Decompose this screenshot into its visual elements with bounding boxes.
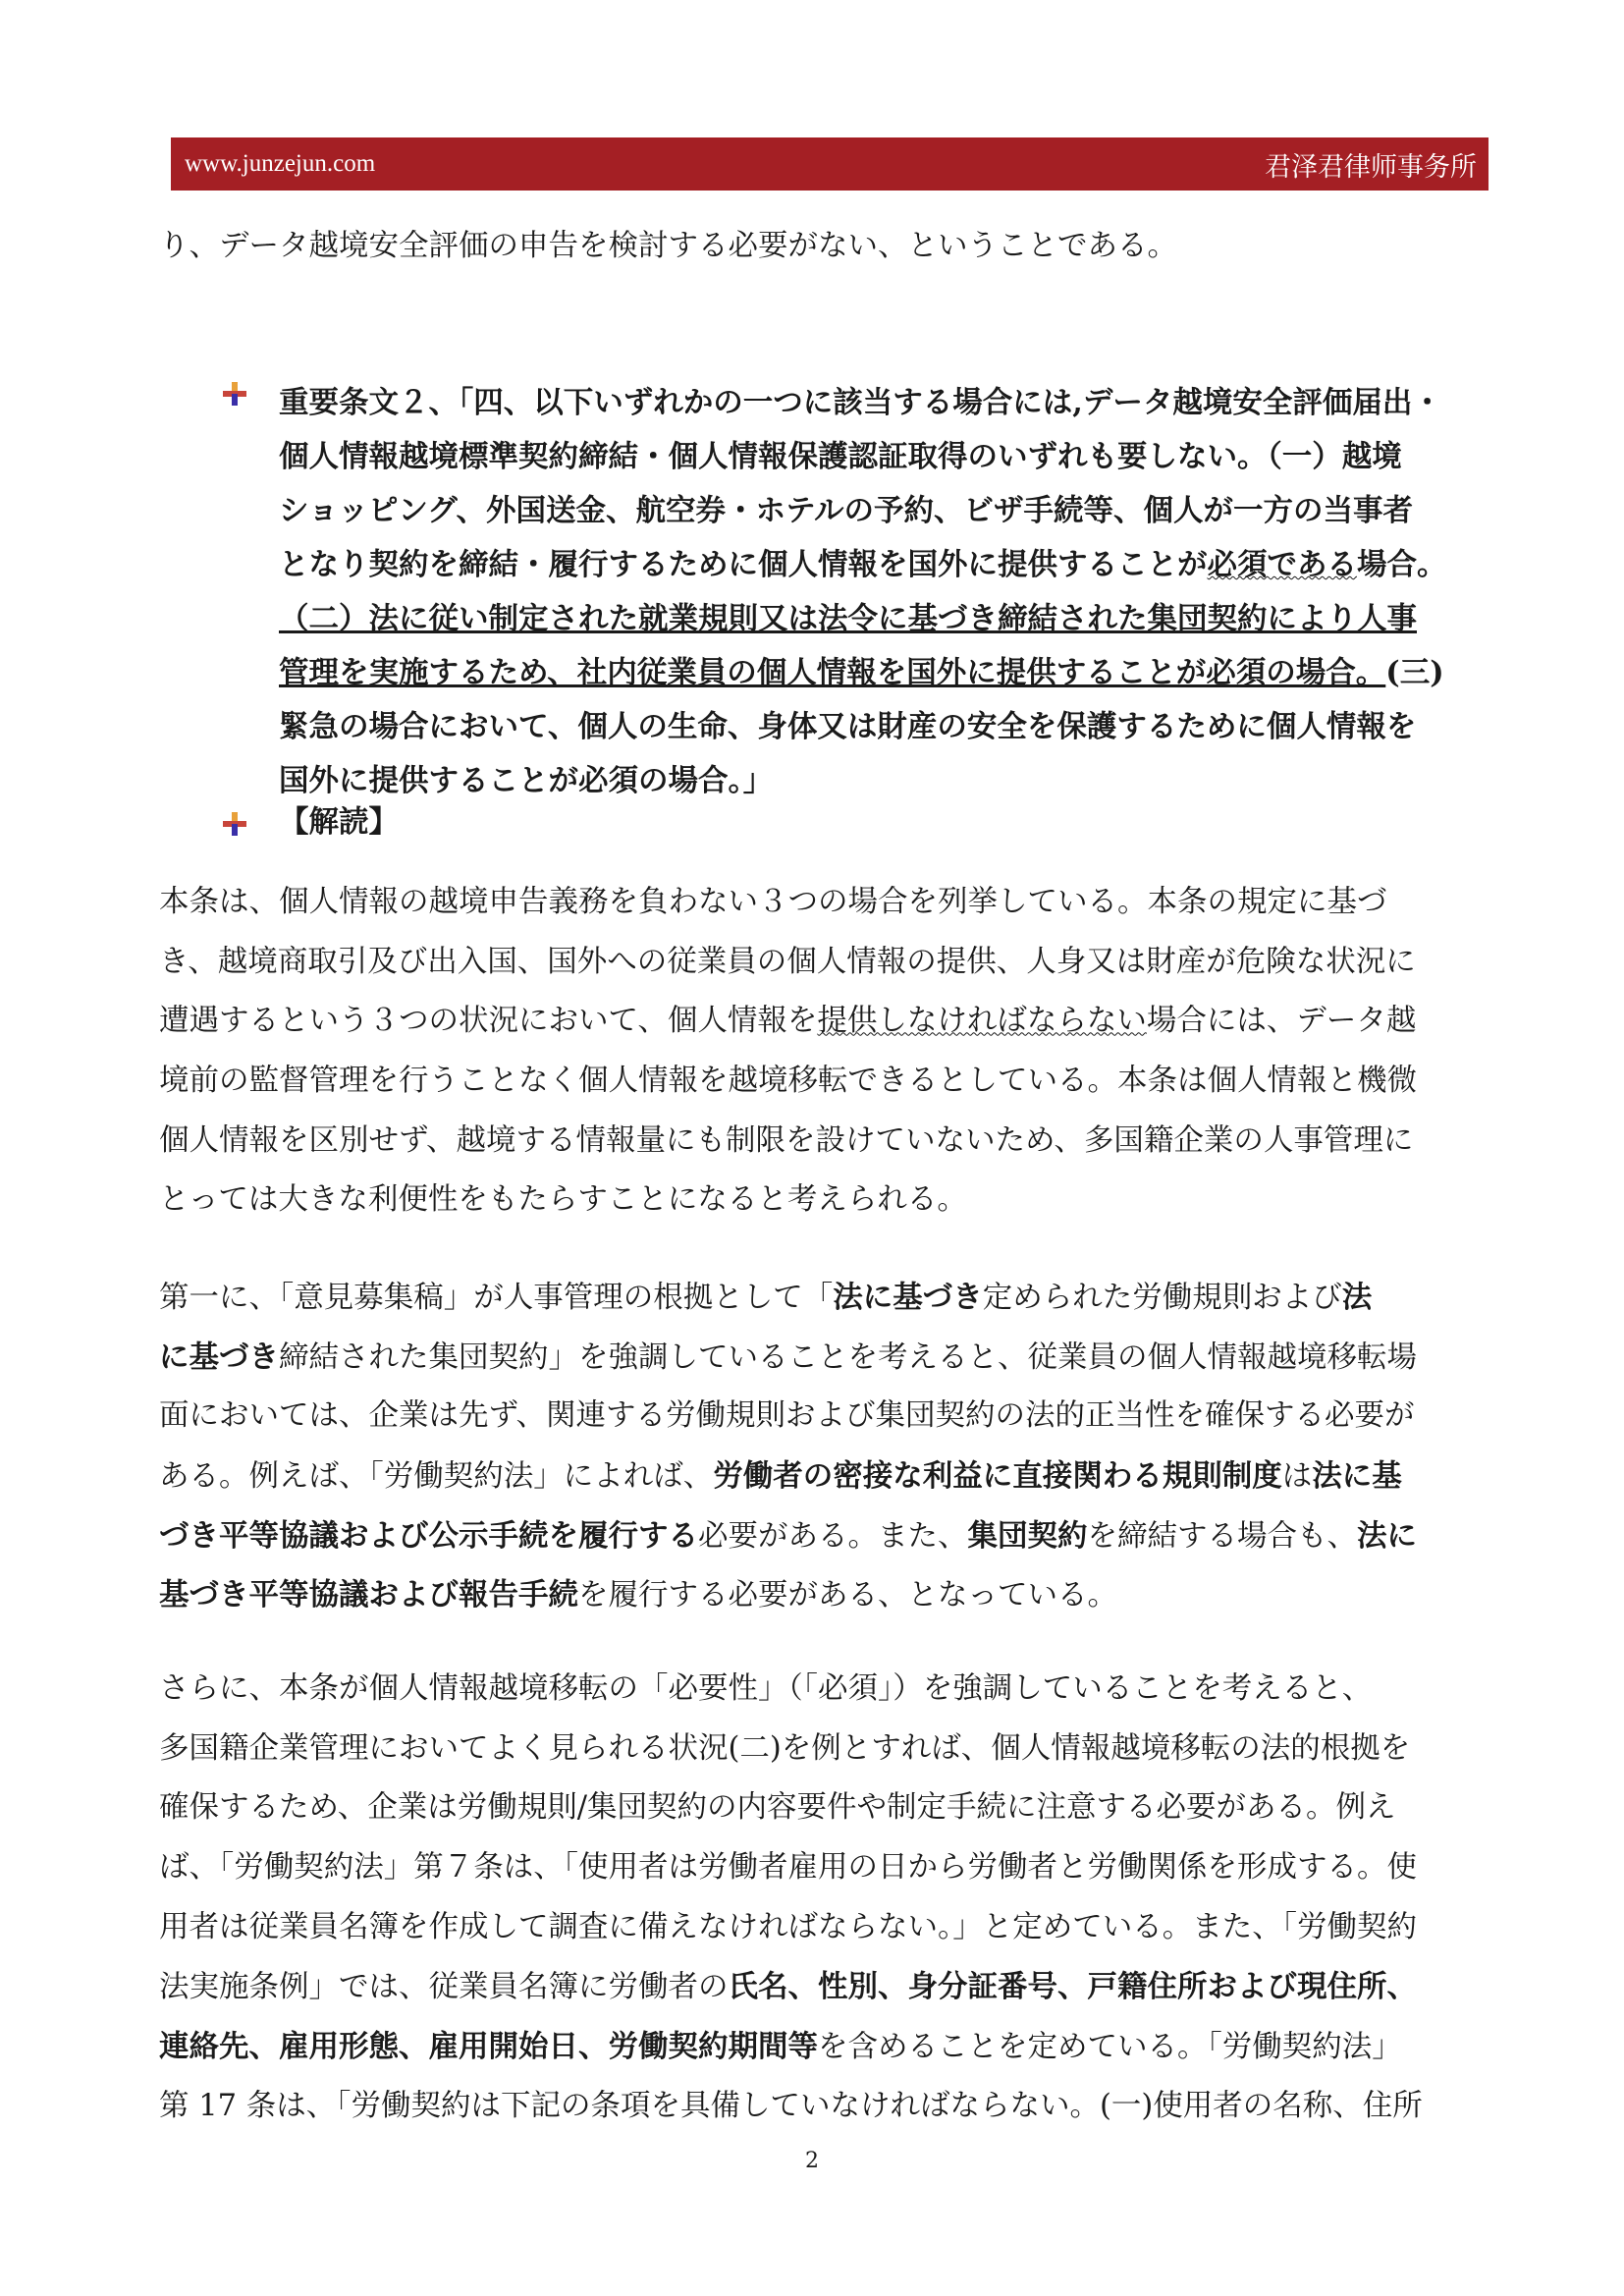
text-line: ある。例えば、「労働契約法」によれば、労働者の密接な利益に直接関わる規則制度は法に基: [159, 1458, 1402, 1495]
paragraph-1: [159, 873, 1417, 1230]
wavy-underline-text: 提供しなければならない: [817, 1004, 1147, 1039]
article-line: 緊急の場合において、個人の生命、身体又は財産の安全を保護するために個人情報を: [279, 709, 1417, 744]
paragraph-2: [159, 1268, 1417, 1625]
underlined-text: 管理を実施するため、社内従業員の個人情報を国外に提供することが必須の場合。: [279, 655, 1386, 690]
article-line: ショッピング、外国送金、航空券・ホテルの予約、ビザ手続等、個人が一方の当事者: [279, 493, 1414, 528]
text-line: に基づき締結された集団契約」を強調していることを考えると、従業員の個人情報越境移転場: [159, 1339, 1417, 1375]
text-line: 法実施条例」では、従業員名簿に労働者の氏名、性別、身分証番号、戸籍住所および現住所、: [159, 1969, 1417, 2005]
text-line: 面においては、企業は先ず、関連する労働規則および集団契約の法的正当性を確保する必要が: [159, 1398, 1415, 1434]
important-article: [279, 376, 1447, 808]
text-line: 境前の監督管理を行うことなく個人情報を越境移転できるとしている。本条は個人情報と機微: [159, 1064, 1417, 1099]
commentary-heading: 【解読】: [279, 804, 399, 840]
text-line: 本条は、個人情報の越境申告義務を負わない３つの場合を列挙している。本条の規定に基づ: [159, 885, 1387, 919]
text-line: き、越境商取引及び出入国、国外への従業員の個人情報の提供、人身又は財産が危険な状況に: [159, 944, 1416, 979]
header-url[interactable]: www.junzejun.com: [185, 150, 376, 177]
continued-text: り、データ越境安全評価の申告を検討する必要がない、ということである。: [159, 229, 1177, 263]
page-number: 2: [805, 2149, 819, 2173]
bullet-icon: [222, 811, 247, 841]
text-line: 遭遇するという３つの状況において、個人情報を提供しなければならない場合には、データ越: [159, 1004, 1417, 1039]
page-header-banner: [171, 137, 1489, 191]
article-line-underlined: （二）法に従い制定された就業規則又は法令に基づき締結された集団契約により人事: [279, 601, 1417, 636]
text-line: 多国籍企業管理においてよく見られる状況(二)を例とすれば、個人情報越境移転の法的根拠を: [159, 1730, 1411, 1766]
text-line: 用者は従業員名簿を作成して調査に備えなければならない。」と定めている。また、「労働契約: [159, 1909, 1417, 1944]
text-line: 基づき平等協議および報告手続を履行する必要がある、となっている。: [159, 1577, 1117, 1613]
text-line: 個人情報を区別せず、越境する情報量にも制限を設けていないため、多国籍企業の人事管理に: [159, 1122, 1414, 1158]
paragraph-3: [159, 1660, 1423, 2137]
text-line: 第一に、「意見募集稿」が人事管理の根拠として「法に基づき定められた労働規則および法: [159, 1280, 1373, 1315]
text-line: とっては大きな利便性をもたらすことになると考えられる。: [159, 1182, 967, 1218]
text-line: づき平等協議および公示手続を履行する必要がある。また、集団契約を締結する場合も、法に: [159, 1517, 1417, 1554]
header-firm-name: 君泽君律师事务所: [1265, 151, 1477, 182]
article-line: 国外に提供することが必須の場合。」: [279, 763, 774, 798]
bullet-icon: [222, 381, 247, 410]
article-line: 管理を実施するため、社内従業員の個人情報を国外に提供することが必須の場合。(三): [279, 655, 1444, 690]
bullet-cross-icon: [222, 811, 247, 837]
article-line: となり契約を締結・履行するために個人情報を国外に提供することが必須である場合。: [279, 547, 1447, 582]
article-line: 個人情報越境標準契約締結・個人情報保護認証取得のいずれも要しない。（一）越境: [279, 439, 1402, 474]
text-line: さらに、本条が個人情報越境移転の「必要性」（「必須」）を強調していることを考えると、: [159, 1671, 1373, 1706]
text-line: 確保するため、企業は労働規則/集団契約の内容要件や制定手続に注意する必要がある。例え: [159, 1790, 1396, 1826]
bullet-cross-icon: [222, 381, 247, 407]
text-line: 連絡先、雇用形態、雇用開始日、労働契約期間等を含めることを定めている。「労働契約法」: [159, 2029, 1402, 2065]
wavy-underline-text: 必須である: [1207, 547, 1357, 582]
text-line: 第 17 条は、「労働契約は下記の条項を具備していなければならない。(一)使用者の名称、住所: [159, 2088, 1423, 2123]
article-line: 重要条文２、「四、以下いずれかの一つに該当する場合には,データ越境安全評価届出・: [279, 385, 1442, 420]
text-line: ば、「労働契約法」第７条は、「使用者は労働者雇用の日から労働者と労働関係を形成する。使: [159, 1850, 1417, 1886]
